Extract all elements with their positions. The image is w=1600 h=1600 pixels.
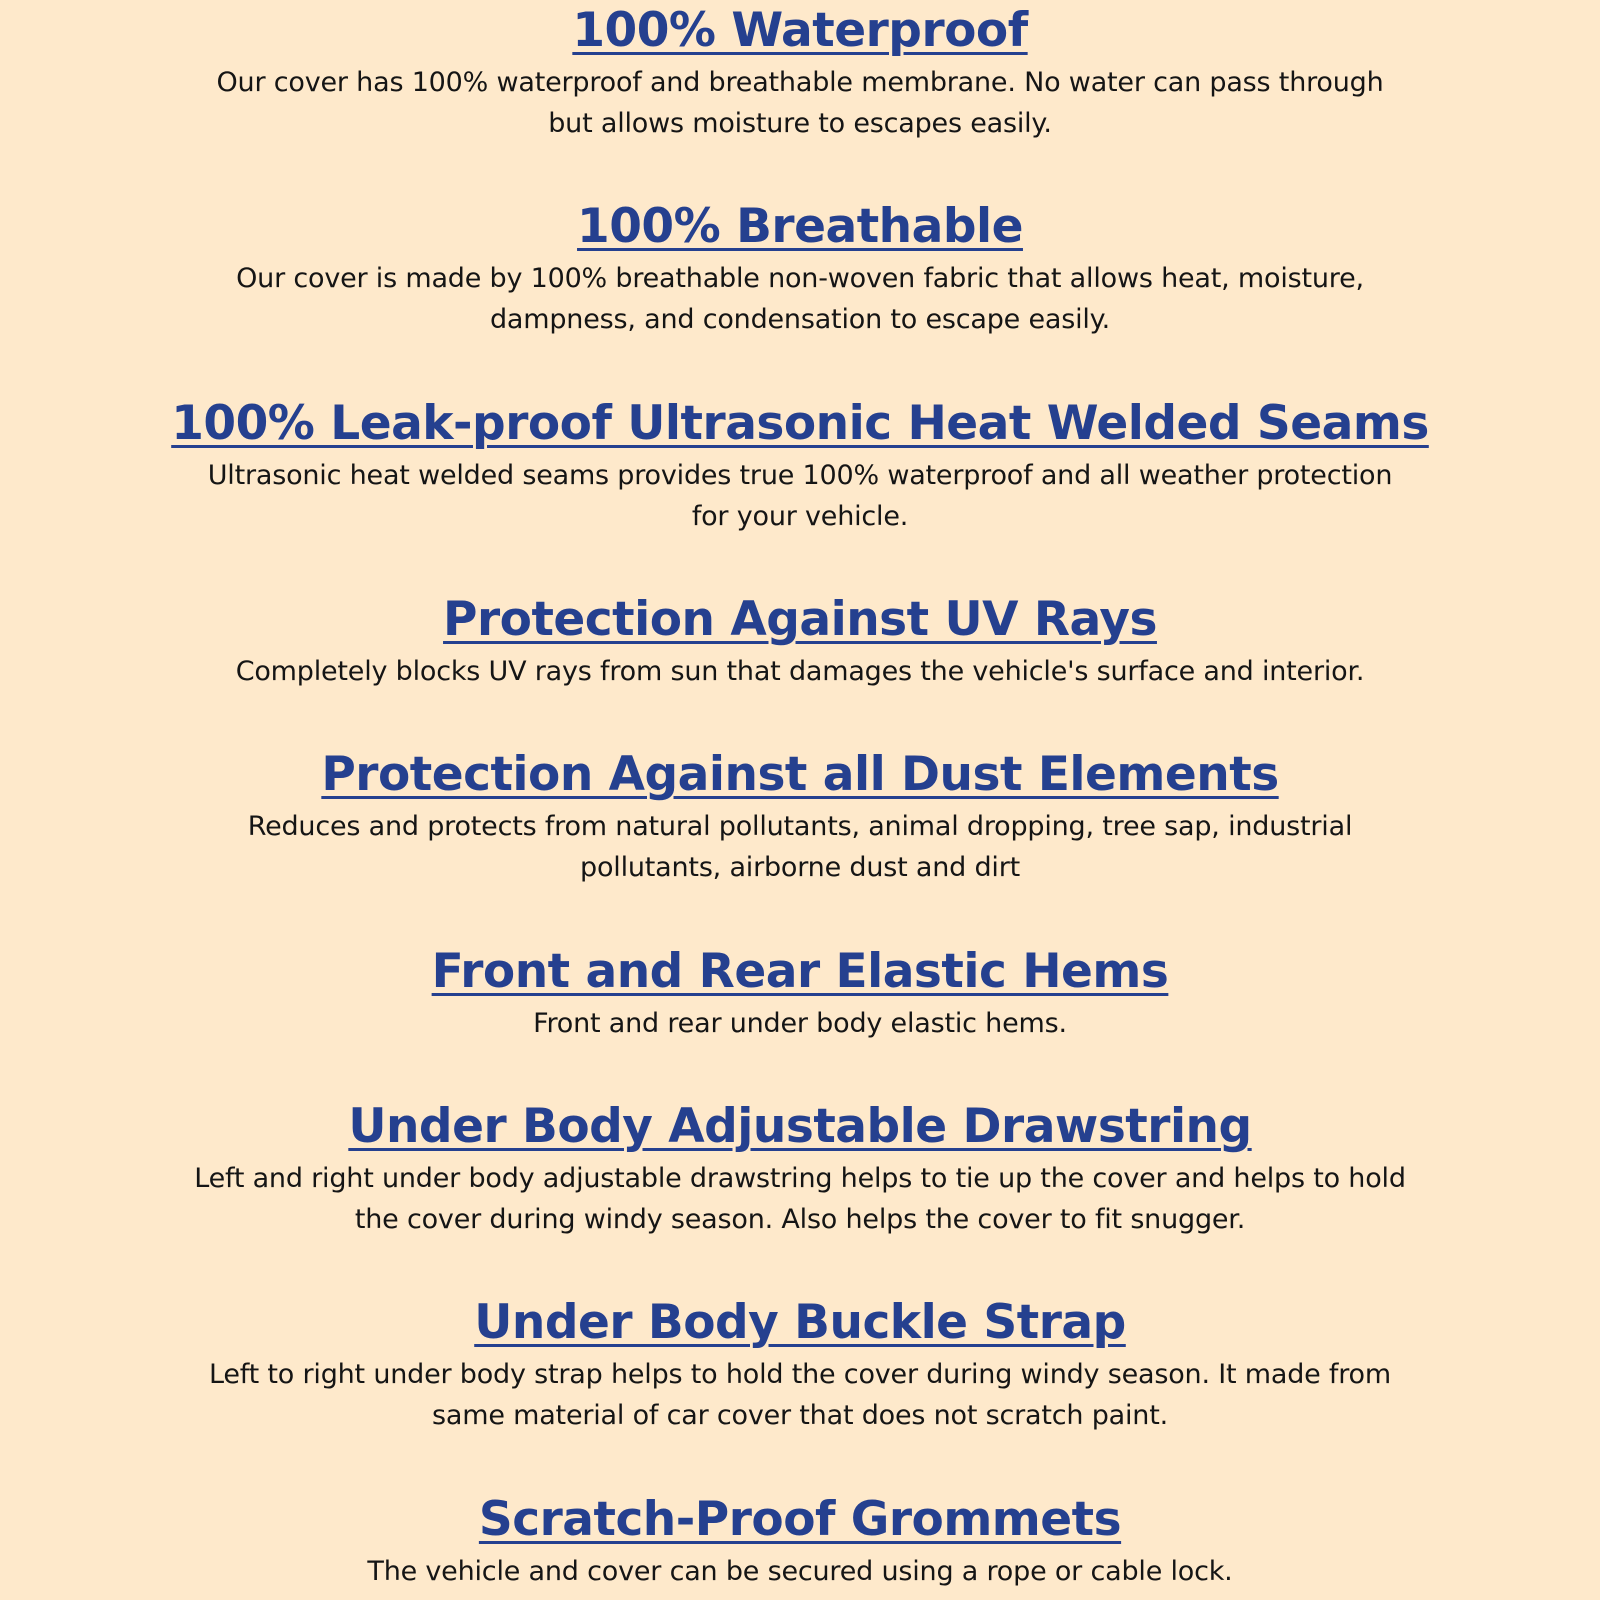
feature-uv-protection — [0, 591, 1600, 692]
feature-desc-grommets: The vehicle and cover can be secured using a rope or cable lock. — [367, 1556, 1233, 1587]
feature-desc-waterproof: Our cover has 100% waterproof and breathable membrane. No water can pass through but allows moisture to escapes easily. — [216, 67, 1384, 139]
feature-title-heat-welded-seams[interactable]: 100% Leak-proof Ultrasonic Heat Welded Seams — [171, 396, 1429, 451]
feature-drawstring — [0, 1098, 1600, 1240]
feature-title-dust-protection[interactable]: Protection Against all Dust Elements — [321, 747, 1279, 802]
feature-breathable — [0, 198, 1600, 340]
feature-title-grommets[interactable]: Scratch-Proof Grommets — [478, 1492, 1122, 1547]
feature-desc-buckle-strap: Left to right under body strap helps to hold the cover during windy season. It made from same material of car cover that does not scratch paint. — [209, 1359, 1391, 1431]
feature-grommets — [0, 1491, 1600, 1592]
feature-desc-drawstring: Left and right under body adjustable drawstring helps to tie up the cover and helps to hold the cover during windy season. Also helps the cover to fit snugger. — [194, 1163, 1406, 1235]
feature-title-breathable[interactable]: 100% Breathable — [577, 199, 1023, 254]
feature-dust-protection — [0, 746, 1600, 888]
feature-elastic-hems — [0, 943, 1600, 1044]
feature-title-drawstring[interactable]: Under Body Adjustable Drawstring — [348, 1099, 1252, 1154]
feature-buckle-strap — [0, 1294, 1600, 1436]
feature-waterproof — [0, 2, 1600, 144]
feature-desc-breathable: Our cover is made by 100% breathable non-woven fabric that allows heat, moisture, dampness, and condensation to escape easily. — [236, 263, 1364, 335]
feature-desc-uv-protection: Completely blocks UV rays from sun that damages the vehicle's surface and interior. — [235, 656, 1365, 687]
feature-title-buckle-strap[interactable]: Under Body Buckle Strap — [474, 1295, 1126, 1350]
feature-desc-elastic-hems: Front and rear under body elastic hems. — [533, 1008, 1067, 1039]
feature-title-elastic-hems[interactable]: Front and Rear Elastic Hems — [431, 944, 1169, 999]
feature-desc-dust-protection: Reduces and protects from natural pollutants, animal dropping, tree sap, industrial pollutants, airborne dust and dirt — [247, 811, 1353, 883]
feature-title-waterproof[interactable]: 100% Waterproof — [572, 3, 1028, 58]
feature-desc-heat-welded-seams: Ultrasonic heat welded seams provides true 100% waterproof and all weather protection for your vehicle. — [207, 460, 1393, 532]
feature-heat-welded-seams — [0, 395, 1600, 537]
feature-title-uv-protection[interactable]: Protection Against UV Rays — [443, 592, 1157, 647]
